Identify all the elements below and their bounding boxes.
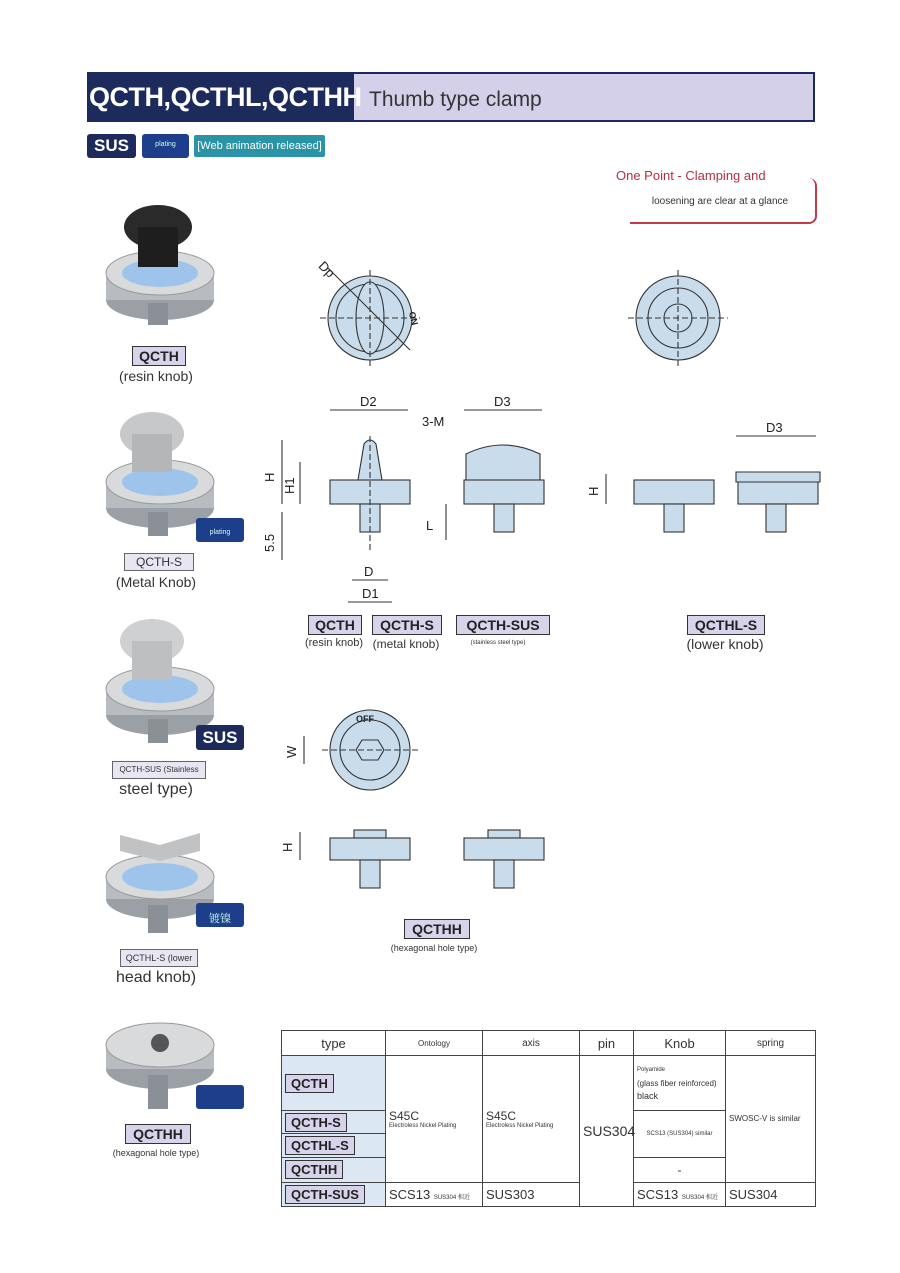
knob-1c: black: [637, 1090, 659, 1101]
dim-h-hex: H: [280, 842, 295, 852]
type-cell: [282, 1133, 386, 1157]
side-view-qcth: [262, 394, 446, 602]
plating-badge: [142, 134, 189, 158]
side-view-qcthl-s: [586, 420, 820, 532]
table-header-row: [282, 1031, 816, 1056]
technical-drawings: [260, 240, 830, 960]
side-view-qcthh: [280, 830, 544, 888]
dim-w: W: [284, 745, 299, 758]
header-knob: Knob: [634, 1031, 726, 1056]
dim-d3: D3: [494, 394, 511, 409]
dim-d3-lower: D3: [766, 420, 783, 435]
header-axis: axis: [483, 1031, 580, 1056]
header-pin: pin: [580, 1031, 634, 1056]
table-row: [282, 1182, 816, 1206]
qcth-s-caption: (Metal Knob): [115, 574, 197, 590]
sus-knob-cell: [634, 1182, 726, 1206]
page-header: [87, 72, 815, 122]
qcth-sus-badge: SUS: [196, 725, 244, 750]
dim-5-5: 5.5: [262, 533, 277, 552]
type-cell: [282, 1056, 386, 1111]
dim-h: H: [262, 472, 277, 482]
qcth-s-label: QCTH-S: [124, 553, 194, 571]
type-qcth-sus: QCTH-SUS: [285, 1185, 365, 1204]
top-view-qcthh: [284, 710, 418, 790]
material-spec-table: [281, 1030, 815, 1207]
qcth-caption: (resin knob): [119, 368, 193, 384]
type-qcthh: QCTHH: [285, 1160, 343, 1179]
qcthh-label: QCTHH: [125, 1124, 191, 1144]
axis-cell: [483, 1056, 580, 1182]
drawing-label-qcth: QCTH: [308, 615, 362, 635]
header-ontology: Ontology: [386, 1031, 483, 1056]
header-type: type: [282, 1031, 386, 1056]
drawing-caption-qcthl-s: (lower knob): [686, 636, 764, 652]
drawing-caption-qcth-sus: (stainless steel type): [470, 640, 526, 646]
spring-cell: SWOSC-V is similar: [726, 1056, 816, 1182]
header-spring: spring: [726, 1031, 816, 1056]
pin-cell: SUS304: [580, 1056, 634, 1207]
sus-knob: SCS13: [637, 1186, 679, 1202]
ontology-main: S45C: [389, 1108, 420, 1123]
qcthl-s-caption: head knob): [115, 969, 197, 986]
type-qcthl-s: QCTHL-S: [285, 1136, 355, 1155]
knob-cell-3: -: [634, 1158, 726, 1182]
top-view-qcthl: [628, 270, 728, 366]
qcthh-caption: (hexagonal hole type): [112, 1148, 200, 1158]
drawing-caption-qcth-s: (metal knob): [372, 637, 440, 651]
axis-sub: Electroless Nickel Plating: [486, 1122, 554, 1129]
dim-d2: D2: [360, 394, 377, 409]
knob-on-text: ON: [406, 310, 420, 327]
side-view-qcth-sus: [464, 394, 544, 532]
knob-cell-2: SCS13 (SUS304) similar: [634, 1111, 726, 1158]
page-title: Thumb type clamp: [369, 88, 542, 111]
sus-ontology-cell: [386, 1182, 483, 1206]
ontology-cell: [386, 1056, 483, 1182]
type-cell: [282, 1182, 386, 1206]
qcth-label: QCTH: [132, 346, 186, 366]
qcth-photo: [100, 195, 220, 340]
sus-badge: SUS: [87, 134, 136, 158]
drawing-caption-qcth: (resin knob): [304, 637, 364, 649]
qcthl-s-plating-badge: [196, 903, 244, 927]
table-row: [282, 1056, 816, 1111]
qcth-sus-caption: steel type): [119, 781, 193, 798]
qcth-s-plating-badge: [196, 518, 244, 542]
knob-cell-1: [634, 1056, 726, 1111]
knob-off-text: OFF: [356, 714, 374, 724]
knob-1b: (glass fiber reinforced): [637, 1078, 717, 1088]
web-animation-button[interactable]: [Web animation released]: [194, 135, 325, 157]
drawing-label-qcth-sus: QCTH-SUS: [456, 615, 550, 635]
drawing-label-qcth-s: QCTH-S: [372, 615, 442, 635]
product-code-title: QCTH,QCTHL,QCTHH: [89, 74, 354, 120]
qcthl-s-label: QCTHL-S (lower: [120, 949, 198, 967]
dim-h1: H1: [282, 477, 297, 494]
type-qcth: QCTH: [285, 1074, 334, 1093]
sus-axis-cell: SUS303: [483, 1182, 580, 1206]
type-qcth-s: QCTH-S: [285, 1113, 347, 1132]
sus-ontology: SCS13: [389, 1186, 431, 1202]
ontology-sub: Electroless Nickel Plating: [389, 1122, 457, 1129]
type-cell: [282, 1158, 386, 1182]
type-cell: [282, 1111, 386, 1133]
qcth-s-plating-label: plating: [209, 529, 231, 536]
dim-h-lower: H: [586, 486, 601, 496]
drawing-caption-qcthh: (hexagonal hole type): [390, 943, 478, 953]
sus-spring-cell: SUS304: [726, 1182, 816, 1206]
dim-l: L: [426, 518, 434, 533]
axis-main: S45C: [486, 1108, 517, 1123]
dim-dp: Dp: [315, 258, 338, 281]
drawing-label-qcthl-s: QCTHL-S: [687, 615, 765, 635]
qcthl-s-plating-label: 镀镍: [209, 913, 231, 925]
dim-d: D: [364, 564, 374, 579]
qcth-sus-label: QCTH-SUS (Stainless: [112, 761, 206, 779]
sus-knob-note: SUS304 相近: [681, 1194, 718, 1201]
qcthl-s-photo: [100, 825, 220, 945]
sus-ontology-note: SUS304 相近: [433, 1194, 470, 1201]
qcthh-plating-badge: [196, 1085, 244, 1109]
dim-3m: 3-M: [422, 414, 445, 429]
drawing-label-qcthh: QCTHH: [404, 919, 470, 939]
dim-d1: D1: [362, 586, 379, 601]
knob-1a: Polyamide: [637, 1066, 666, 1073]
note-line-2: loosening are clear at a glance: [651, 196, 789, 207]
top-view-qcth: [316, 258, 420, 366]
plating-badge-label: plating: [155, 141, 176, 148]
note-line-1: One Point - Clamping and: [616, 168, 772, 183]
